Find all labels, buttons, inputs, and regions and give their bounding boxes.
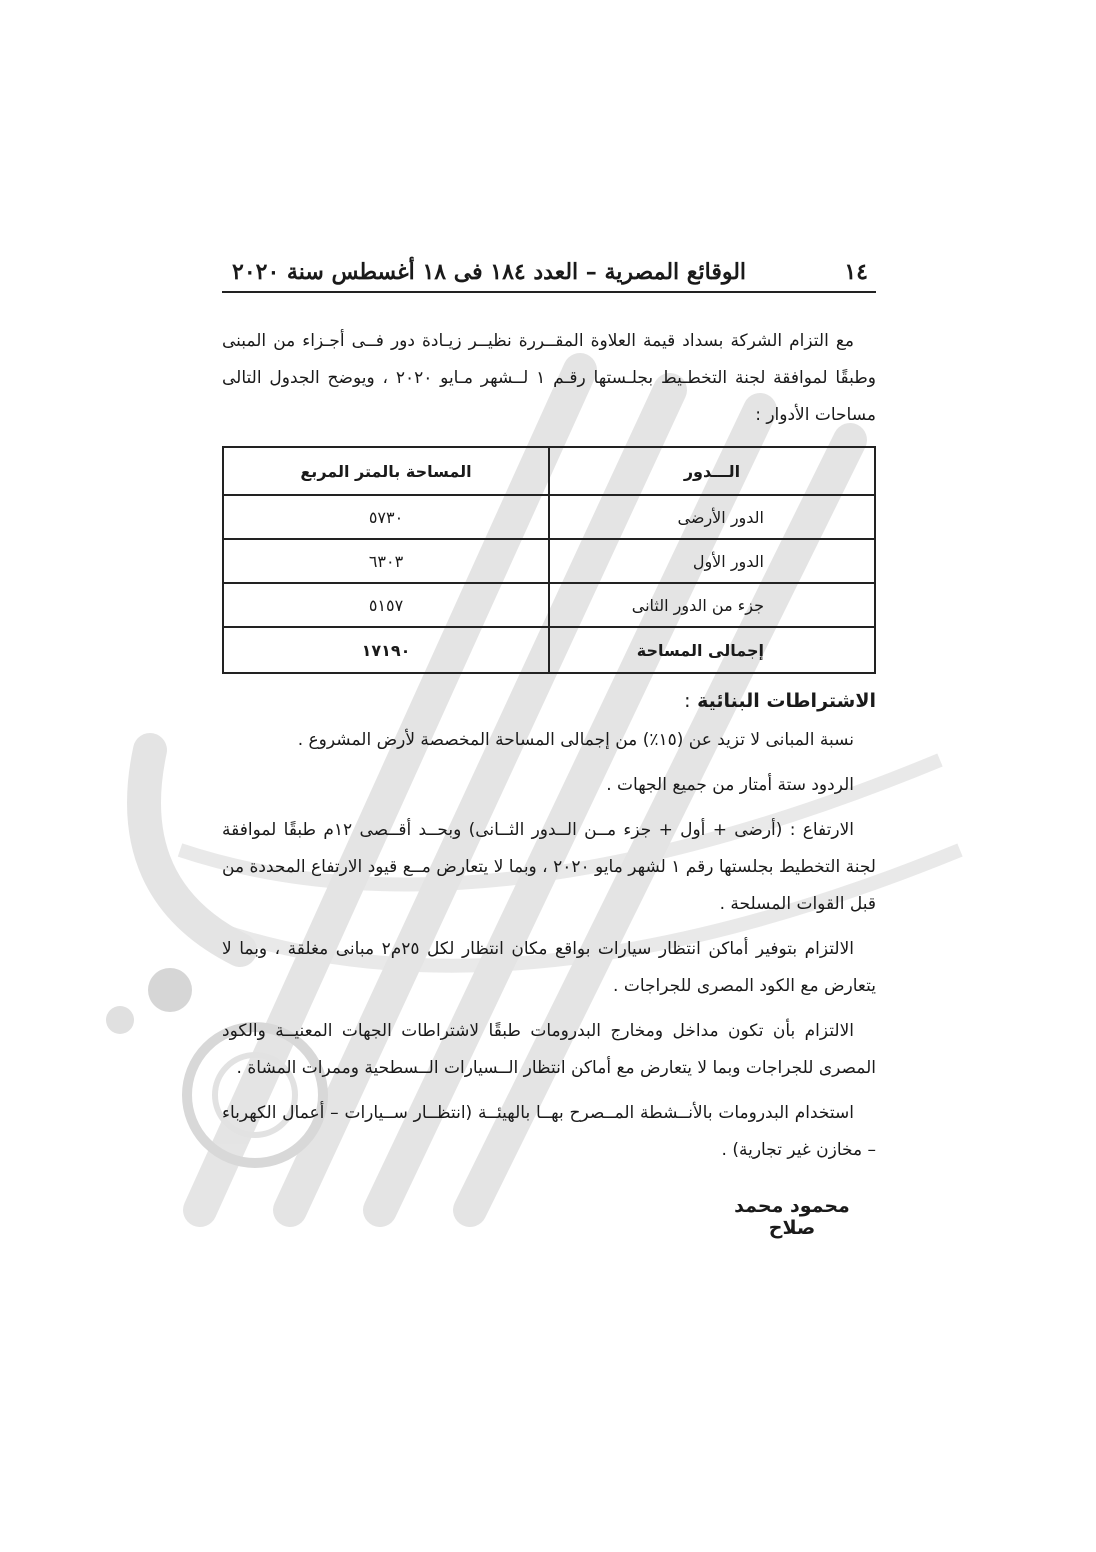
section-title-text: الاشتراطات البنائية bbox=[697, 690, 876, 712]
signature: محمود محمد صلاح bbox=[734, 1195, 850, 1239]
area-cell: ٥٧٣٠ bbox=[223, 495, 549, 539]
section-title-colon: : bbox=[684, 690, 691, 712]
page-header bbox=[222, 245, 876, 285]
table-row bbox=[223, 539, 875, 583]
total-label-cell: إجمالى المساحة bbox=[549, 627, 875, 673]
table-total-row bbox=[223, 627, 875, 673]
table-row bbox=[223, 583, 875, 627]
condition-paragraph: الالتزام بأن تكون مداخل ومخارج البدرومات طبقًا لاشتراطات الجهات المعنيــة والكود المصرى للجراجات وبما لا يتعارض مع أماكن انتظار الــسيارات الــسطحية وممرات المشاة . bbox=[222, 1021, 876, 1078]
table-header-row bbox=[223, 447, 875, 495]
condition-paragraph: الردود ستة أمتار من جميع الجهات . bbox=[606, 775, 854, 795]
header-rule bbox=[222, 291, 876, 293]
condition-paragraph: استخدام البدرومات بالأنــشطة المــصرح بهــا بالهيئــة (انتظــار ســيارات – أعمال الكهرباء – مخازن غير تجارية) . bbox=[222, 1103, 876, 1160]
column-header-floor: الـــدور bbox=[549, 447, 875, 495]
floor-cell: جزء من الدور الثانى bbox=[549, 583, 875, 627]
condition-paragraph: الالتزام بتوفير أماكن انتظار سيارات بواقع مكان انتظار لكل ٢٥م٢ مبانى مغلقة ، وبما لا يتعارض مع الكود المصرى للجراجات . bbox=[222, 939, 876, 996]
page-content bbox=[222, 245, 876, 1239]
floor-cell: الدور الأول bbox=[549, 539, 875, 583]
area-cell: ٦٣٠٣ bbox=[223, 539, 549, 583]
intro-paragraph: مع التزام الشركة بسداد قيمة العلاوة المقــررة نظيــر زيـادة دور فــى أجـزاء من المبنى وطبقًا لموافقة لجنة التخطـيط بجلـستها رقـم ١ لــشهر مـايو ٢٠٢٠ ، ويوضح الجدول التالى مساحات الأدوار : bbox=[222, 331, 877, 425]
area-cell: ٥١٥٧ bbox=[223, 583, 549, 627]
floor-cell: الدور الأرضى bbox=[549, 495, 875, 539]
condition-paragraph: نسبة المبانى لا تزيد عن (١٥٪) من إجمالى المساحة المخصصة لأرض المشروع . bbox=[297, 730, 854, 750]
table-row bbox=[223, 495, 875, 539]
section-title bbox=[222, 690, 876, 712]
condition-paragraph: الارتفاع : (أرضى + أول + جزء مــن الــدور الثــانى) وبحــد أقــصى ١٢م طبقًا لموافقة لجنة التخطيط بجلستها رقم ١ لشهر مايو ٢٠٢٠ ، وبما لا يتعارض مــع قيود الارتفاع المحددة من قبل القوات المسلحة . bbox=[222, 820, 876, 914]
page-number: ١٤ bbox=[844, 259, 868, 285]
gazette-title: الوقائع المصرية – العدد ١٨٤ فى ١٨ أغسطس سنة ٢٠٢٠ bbox=[232, 259, 747, 285]
column-header-area: المساحة بالمتر المربع bbox=[223, 447, 549, 495]
conditions-list bbox=[222, 722, 876, 1169]
floor-areas-table bbox=[222, 446, 876, 674]
total-value-cell: ١٧١٩٠ bbox=[223, 627, 549, 673]
